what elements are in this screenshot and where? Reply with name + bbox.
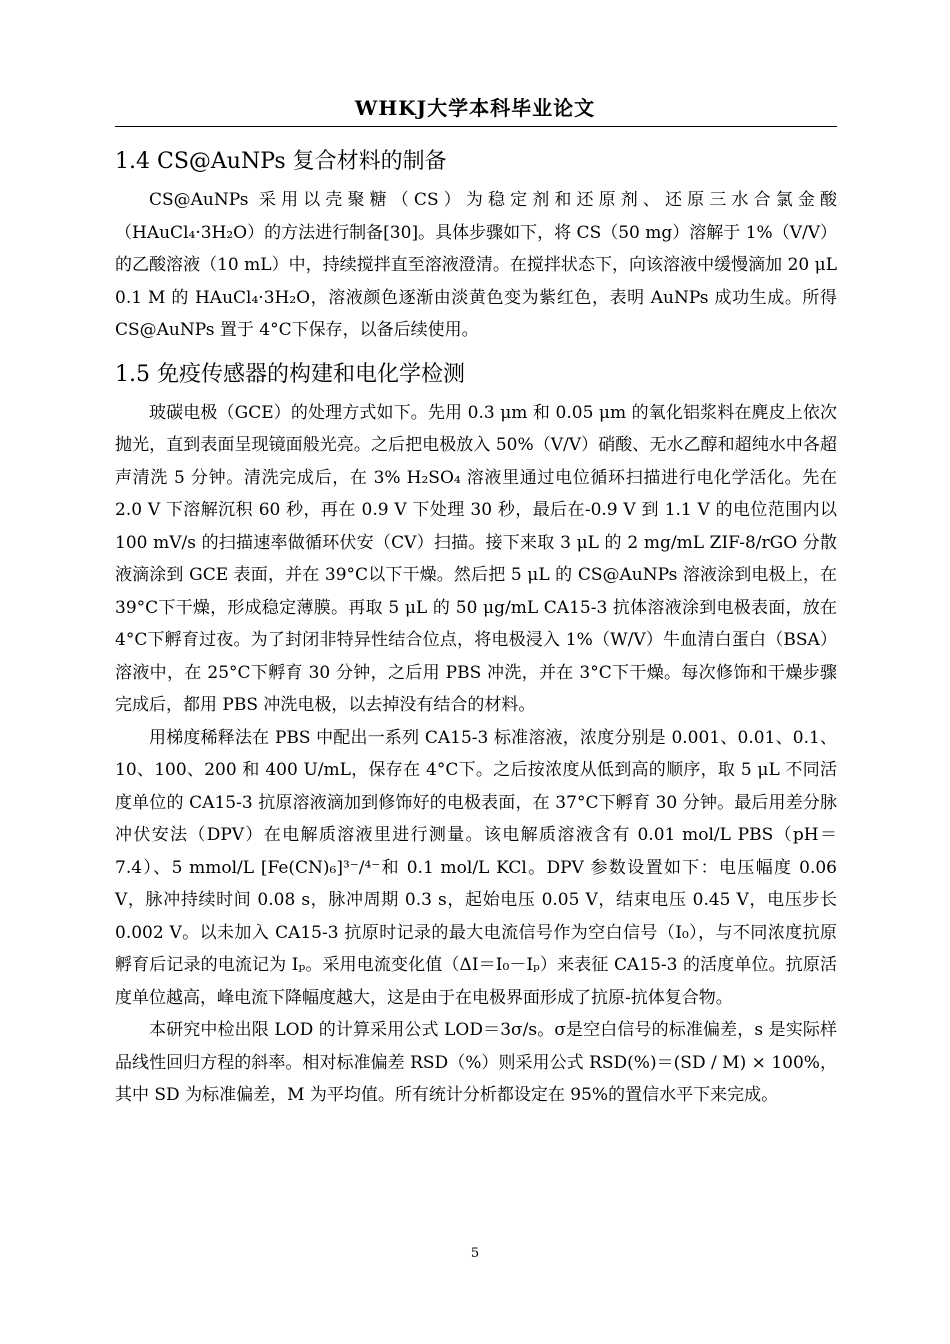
section-heading: 1.5 免疫传感器的构建和电化学检测 xyxy=(115,361,465,387)
paragraph: CS@AuNPs 采用以壳聚糖（CS）为稳定剂和还原剂、还原三水合氯金酸（HAuCl₄·3H₂O）的方法进行制备[30]。具体步骤如下，将 CS（50 mg）溶解于 1%（V/V）的乙酸溶液（10 mL）中，持续搅拌直至溶液澄清。在搅拌状态下，向该溶液中缓慢滴加 20 μL 0.1 M 的 HAuCl₄·3H₂O，溶液颜色逐渐由淡黄色变为紫红色，表明 AuNPs 成功生成。所得 CS@AuNPs 置于 4°C下保存，以备后续使用。 xyxy=(115,190,837,340)
paragraph: 用梯度稀释法在 PBS 中配出一系列 CA15-3 标准溶液，浓度分别是 0.001、0.01、0.1、10、100、200 和 400 U/mL，保存在 4°C下。之后按浓度从低到高的顺序，取 5 μL 不同活度单位的 CA15-3 抗原溶液滴加到修饰好的电极表面，在 37°C下孵育 30 分钟。最后用差分脉冲伏安法（DPV）在电解质溶液里进行测量。该电解质溶液含有 0.01 mol/L PBS（pH＝7.4）、5 mmol/L [Fe(CN)₆]³⁻/⁴⁻和 0.1 mol/L KCl。DPV 参数设置如下：电压幅度 0.06 V，脉冲持续时间 0.08 s，脉冲周期 0.3 s，起始电压 0.05 V，结束电压 0.45 V，电压步长 0.002 V。以未加入 CA15-3 抗原时记录的最大电流信号作为空白信号（I₀），与不同浓度抗原孵育后记录的电流记为 Iₚ。采用电流变化值（ΔI＝I₀－Iₚ）来表征 CA15-3 的活度单位。抗原活度单位越高，峰电流下降幅度越大，这是由于在电极界面形成了抗原-抗体复合物。 xyxy=(115,727,837,1008)
header-rule xyxy=(115,126,837,127)
section-1-4 xyxy=(115,140,837,347)
page-number: 5 xyxy=(470,1246,480,1261)
page-body xyxy=(115,140,837,1112)
section-heading: 1.4 CS@AuNPs 复合材料的制备 xyxy=(115,149,447,174)
paragraph: 本研究中检出限 LOD 的计算采用公式 LOD＝3σ/s。σ是空白信号的标准偏差，s 是实际样品线性回归方程的斜率。相对标准偏差 RSD（%）则采用公式 RSD(%)＝(SD / M) × 100%，其中 SD 为标准偏差，M 为平均值。所有统计分析都设定在 95%的置信水平下来完成。 xyxy=(115,1020,837,1105)
paragraph: 玻碳电极（GCE）的处理方式如下。先用 0.3 μm 和 0.05 μm 的氧化铝浆料在麂皮上依次抛光，直到表面呈现镜面般光亮。之后把电极放入 50%（V/V）硝酸、无水乙醇和超纯水中各超声清洗 5 分钟。清洗完成后，在 3% H₂SO₄ 溶液里通过电位循环扫描进行电化学活化。先在 2.0 V 下溶解沉积 60 秒，再在 0.9 V 下处理 30 秒，最后在-0.9 V 到 1.1 V 的电位范围内以 100 mV/s 的扫描速率做循环伏安（CV）扫描。接下来取 3 μL 的 2 mg/mL ZIF-8/rGO 分散液滴涂到 GCE 表面，并在 39°C以下干燥。然后把 5 μL 的 CS@AuNPs 溶液涂到电极上，在 39°C下干燥，形成稳定薄膜。再取 5 μL 的 50 μg/mL CA15-3 抗体溶液涂到电极表面，放在 4°C下孵育过夜。为了封闭非特异性结合位点，将电极浸入 1%（W/V）牛血清白蛋白（BSA）溶液中，在 25°C下孵育 30 分钟，之后用 PBS 冲洗，并在 3°C下干燥。每次修饰和干燥步骤完成后，都用 PBS 冲洗电极，以去掉没有结合的材料。 xyxy=(115,402,837,715)
running-header: WHKJ大学本科毕业论文 xyxy=(354,96,596,120)
section-1-5 xyxy=(115,353,837,1112)
